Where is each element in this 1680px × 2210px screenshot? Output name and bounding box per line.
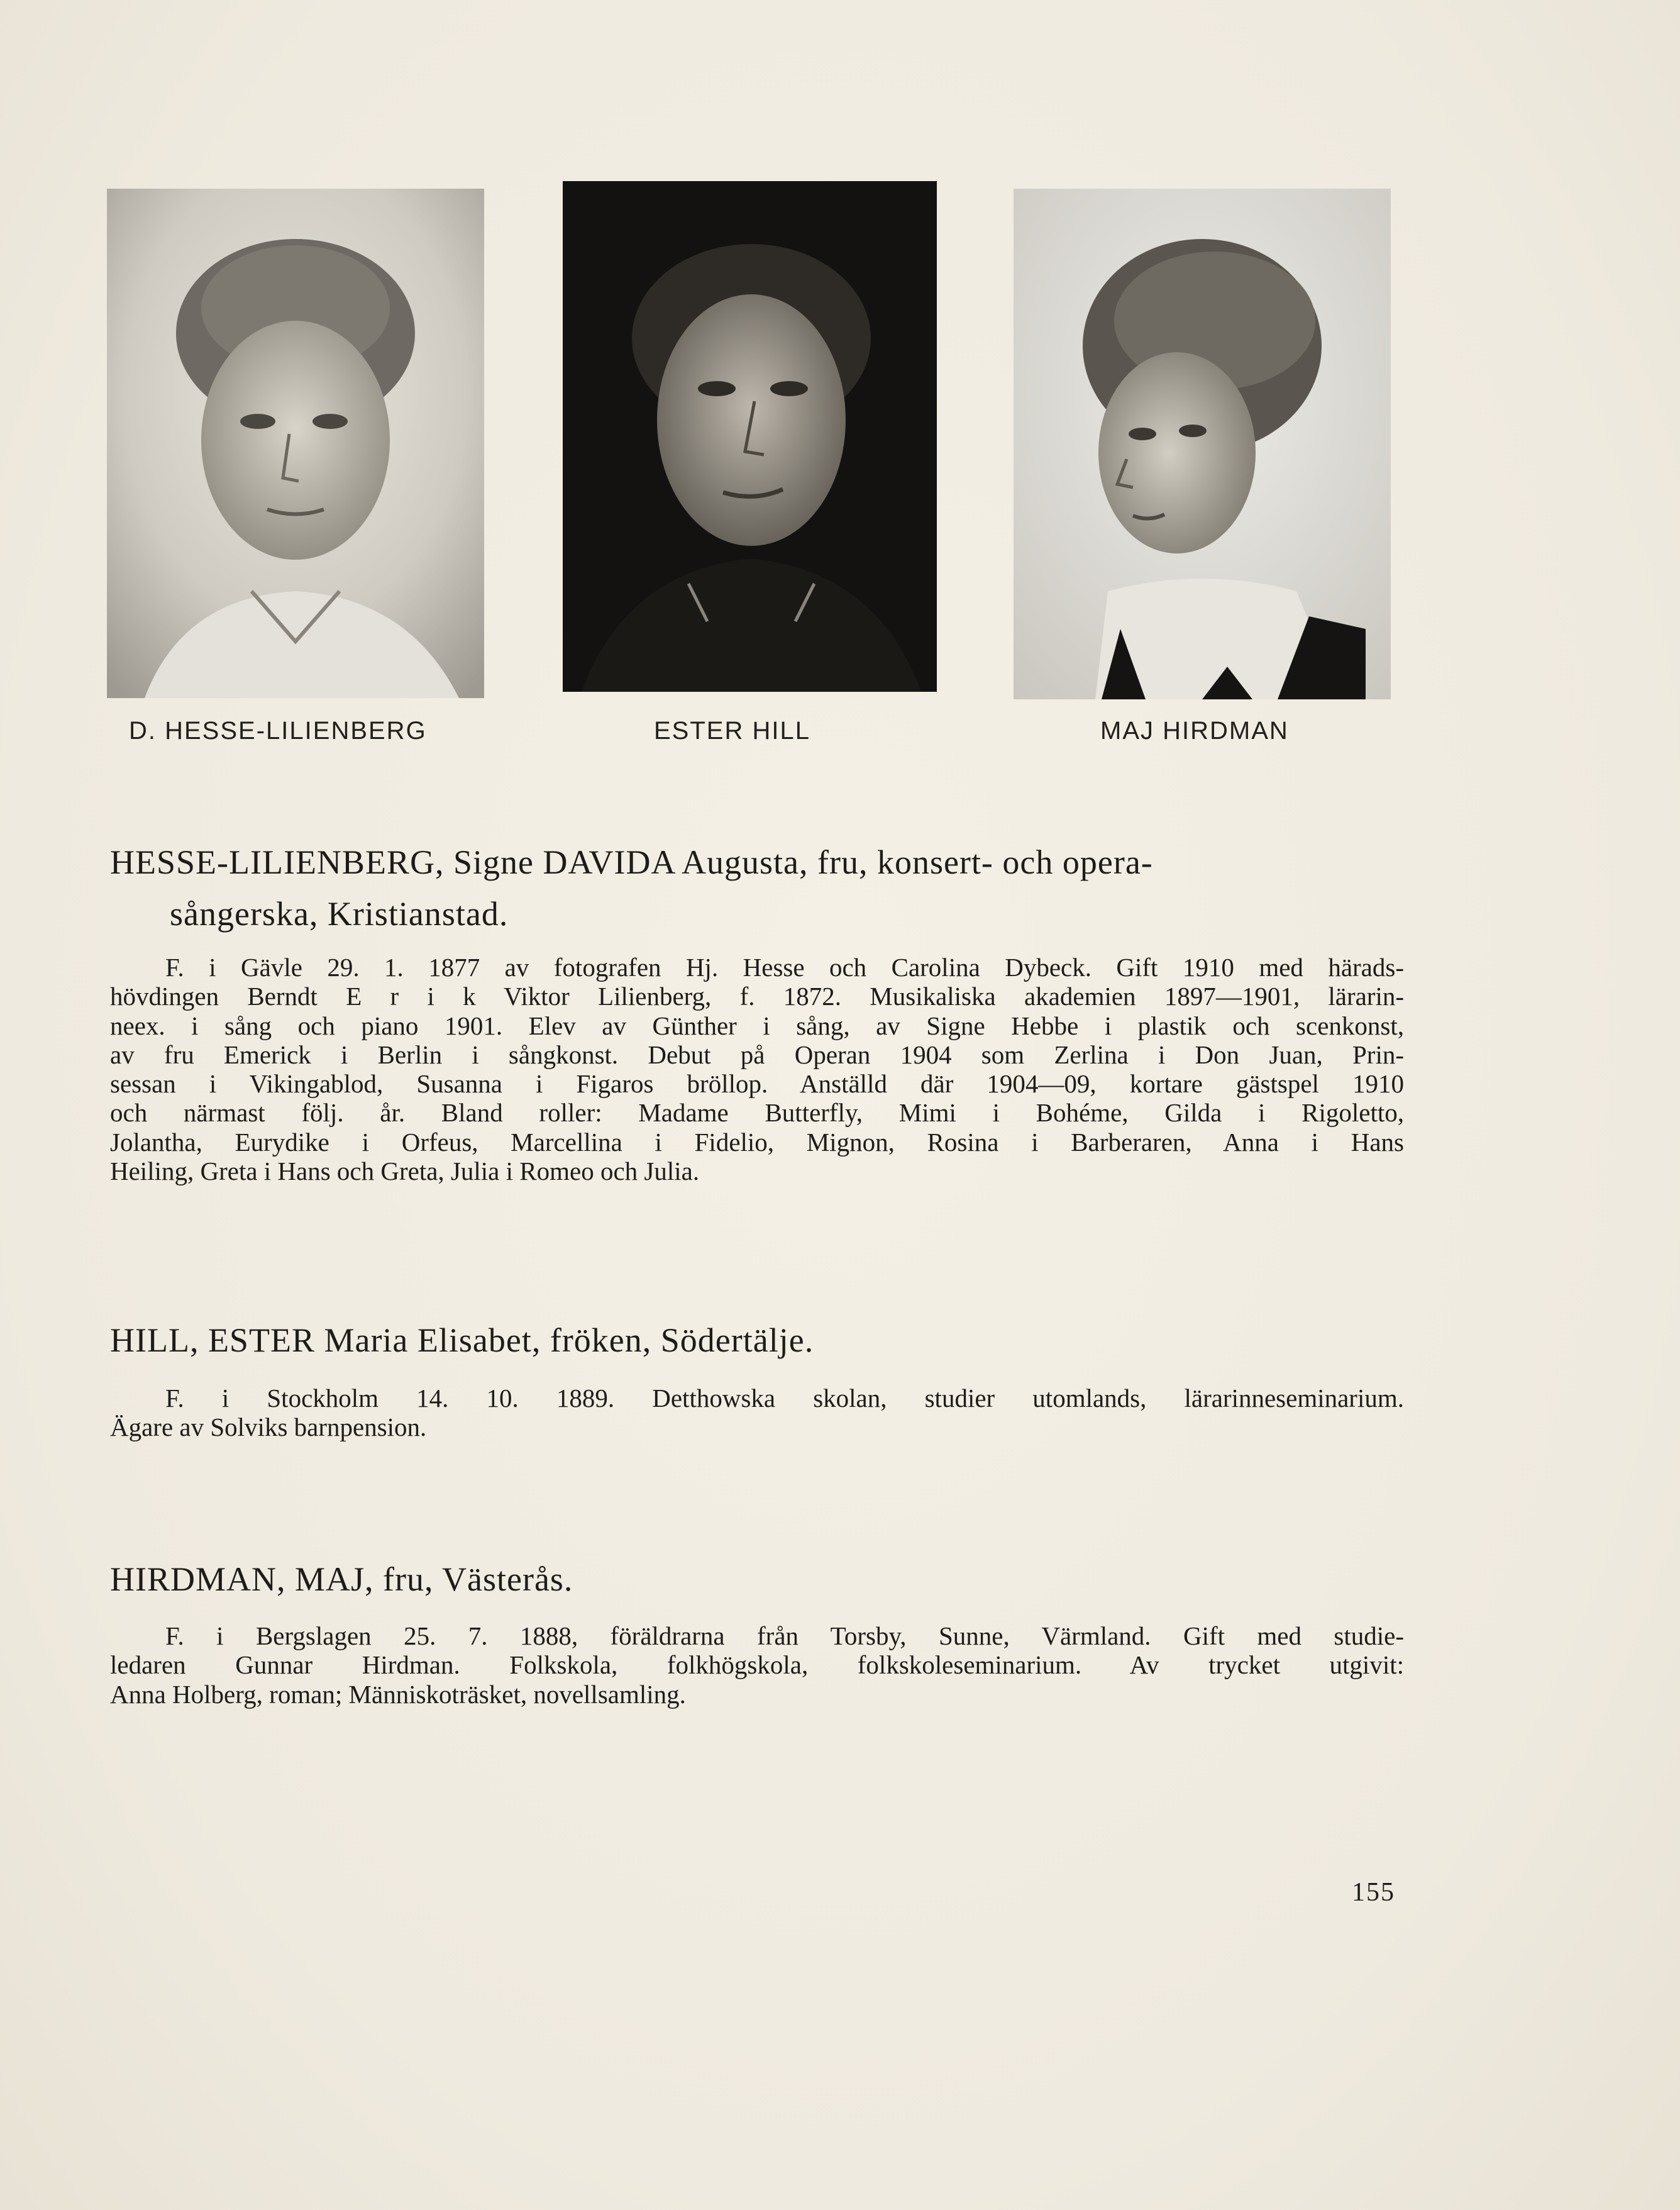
entry-heading-line: HIRDMAN, MAJ, fru, Västerås. [110, 1560, 573, 1598]
body-line: Ägare av Solviks barnpension. [110, 1413, 427, 1442]
body-line: ledaren Gunnar Hirdman. Folkskola, folkhögskola, folkskoleseminarium. Av trycket utgivit: [110, 1650, 1404, 1680]
body-line: Anna Holberg, roman; Människoträsket, novellsamling. [110, 1679, 686, 1709]
entry-heading-line: HILL, ESTER Maria Elisabet, fröken, Södertälje. [110, 1321, 814, 1359]
caption-maj-hirdman: MAJ HIRDMAN [1100, 717, 1289, 745]
portrait-hesse-lilienberg-photo [107, 189, 484, 698]
entry-body-hirdman [110, 1621, 1404, 1709]
caption-ester-hill: ESTER HILL [654, 717, 810, 745]
caption-hesse-lilienberg: D. HESSE-LILIENBERG [129, 717, 427, 745]
body-line: F. i Bergslagen 25. 7. 1888, föräldrarna från Torsby, Sunne, Värmland. Gift med studie- [165, 1621, 1404, 1650]
entry-heading-hill [110, 1314, 1405, 1366]
body-line: hövdingen Berndt E r i k Viktor Lilienberg, f. 1872. Musikaliska akademien 1897—1901, lärarin- [110, 982, 1404, 1011]
body-line: Heiling, Greta i Hans och Greta, Julia i Romeo och Julia. [110, 1157, 700, 1186]
body-line: av fru Emerick i Berlin i sångkonst. Debut på Operan 1904 som Zerlina i Don Juan, Prin- [110, 1040, 1404, 1069]
body-line: F. i Gävle 29. 1. 1877 av fotografen Hj. Hesse och Carolina Dybeck. Gift 1910 med härads- [165, 953, 1404, 982]
entry-heading-hesse-lilienberg [110, 836, 1405, 940]
body-line: sessan i Vikingablod, Susanna i Figaros bröllop. Anställd där 1904—09, kortare gästspel 1910 [110, 1069, 1404, 1099]
entry-body-hesse-lilienberg [110, 953, 1404, 1186]
body-line: Jolantha, Eurydike i Orfeus, Marcellina i Fidelio, Mignon, Rosina i Barberaren, Anna i Hans [110, 1127, 1404, 1157]
entry-body-hill [110, 1384, 1404, 1442]
page-number: 155 [1352, 1878, 1395, 1907]
portrait-ester-hill-photo [563, 181, 937, 692]
entry-heading-hirdman [110, 1553, 1405, 1605]
portrait-maj-hirdman [1014, 189, 1391, 699]
body-line: F. i Stockholm 14. 10. 1889. Detthowska skolan, studier utomlands, lärarinneseminarium. [165, 1384, 1404, 1413]
entry-heading-line: sångerska, Kristianstad. [170, 895, 509, 933]
body-line: neex. i sång och piano 1901. Elev av Günther i sång, av Signe Hebbe i plastik och scenkonst, [110, 1011, 1404, 1040]
portrait-maj-hirdman-photo [1014, 189, 1391, 699]
portrait-hesse-lilienberg [107, 189, 484, 698]
portrait-ester-hill [563, 181, 937, 692]
body-line: och närmast följ. år. Bland roller: Madame Butterfly, Mimi i Bohéme, Gilda i Rigoletto, [110, 1098, 1404, 1128]
entry-heading-line: HESSE-LILIENBERG, Signe DAVIDA Augusta, fru, konsert- och opera- [110, 843, 1153, 881]
